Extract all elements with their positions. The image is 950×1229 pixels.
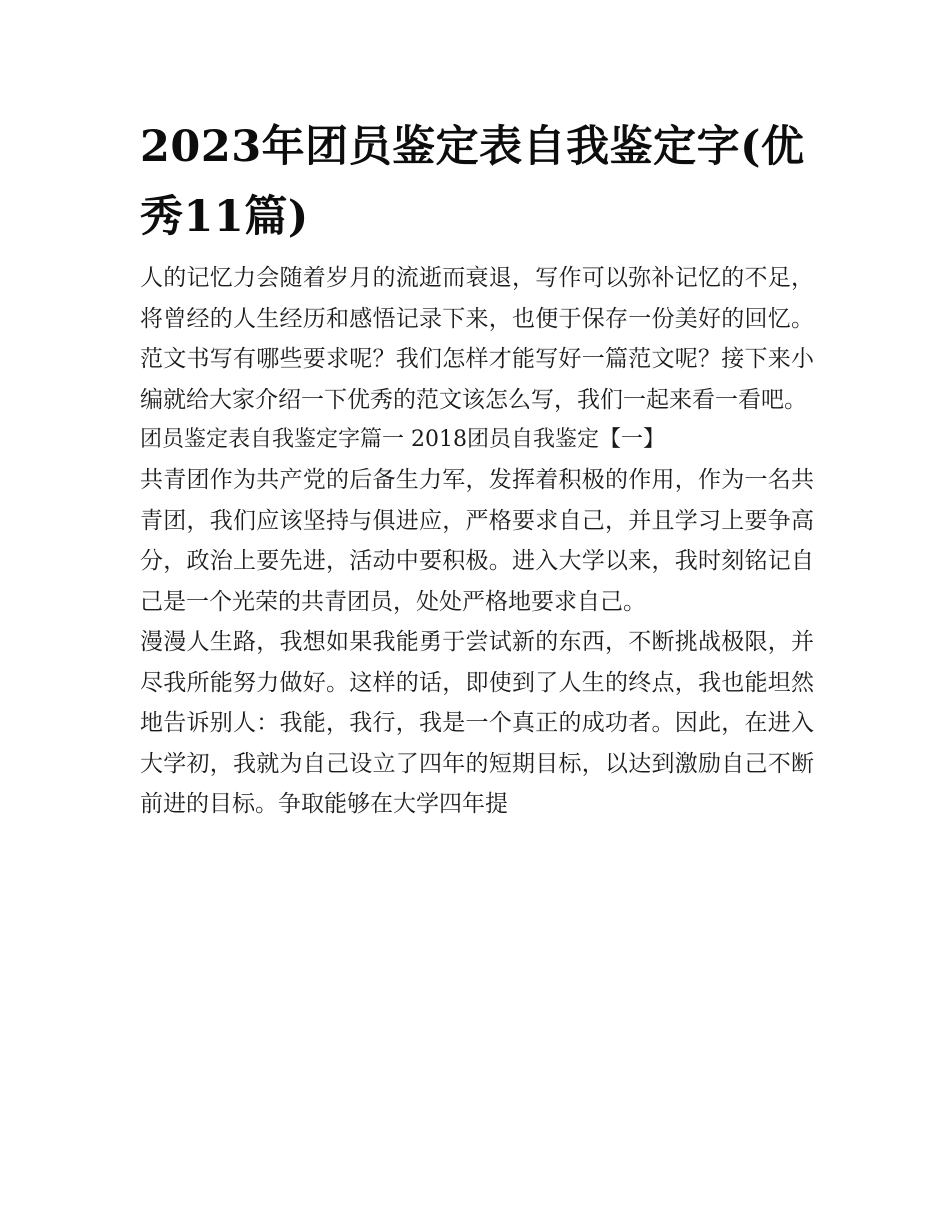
intro-paragraph: 人的记忆力会随着岁月的流逝而衰退，写作可以弥补记忆的不足，将曾经的人生经历和感悟记录下来，也便于保存一份美好的回忆。范文书写有哪些要求呢？我们怎样才能写好一篇范文呢？接下来小编就给大家介绍一下优秀的范文该怎么写，我们一起来看一看吧。 [140,265,814,413]
document-title: 2023年团员鉴定表自我鉴定字(优秀11篇) [140,122,805,242]
document-body [140,258,814,825]
body-paragraph-2: 漫漫人生路，我想如果我能勇于尝试新的东西，不断挑战极限，并尽我所能努力做好。这样的话，即使到了人生的终点，我也能坦然地告诉别人：我能，我行，我是一个真正的成功者。因此，在进入大学初，我就为自己设立了四年的短期目标，以达到激励自己不断前进的目标。争取能够在大学四年提 [140,629,814,817]
body-paragraph-1: 共青团作为共产党的后备生力军，发挥着积极的作用，作为一名共青团，我们应该坚持与俱进应，严格要求自己，并且学习上要争高分，政治上要先进，活动中要积极。进入大学以来，我时刻铭记自己是一个光荣的共青团员，处处严格地要求自己。 [140,467,814,615]
document-content [140,112,814,825]
section-heading: 团员鉴定表自我鉴定字篇一 2018团员自我鉴定【一】 [140,427,665,452]
